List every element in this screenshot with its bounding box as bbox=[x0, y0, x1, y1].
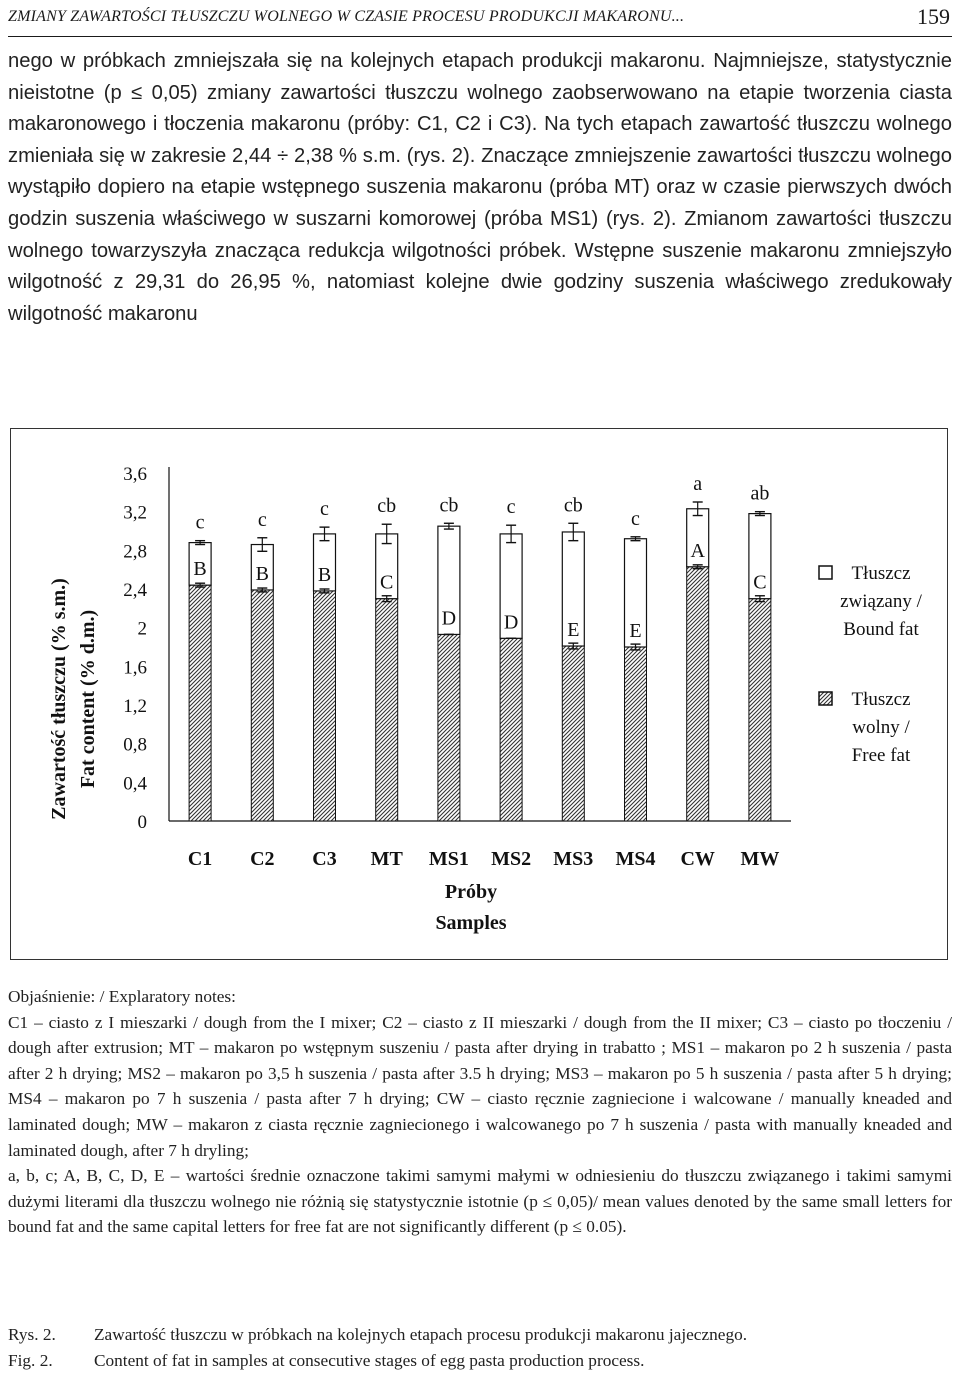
bound-fat-letter: cb bbox=[377, 495, 397, 518]
caption-text-pl: Zawartość tłuszczu w próbkach na kolejnych etapach procesu produkcji makaronu jajecznego. bbox=[94, 1325, 748, 1344]
free-fat-letter: D bbox=[503, 611, 519, 634]
x-tick-label: MS3 bbox=[553, 848, 594, 870]
free-fat-letter: B bbox=[193, 558, 207, 581]
y-tick-label: 2,8 bbox=[123, 541, 147, 563]
y-tick-label: 3,2 bbox=[123, 502, 147, 524]
bar-free-fat bbox=[749, 599, 771, 821]
legend-label-bound-fat-2: związany / bbox=[840, 591, 922, 612]
y-tick-label: 0,4 bbox=[123, 773, 147, 795]
x-tick-label: C1 bbox=[187, 848, 213, 870]
bar-free-fat bbox=[189, 585, 211, 821]
notes-heading: Objaśnienie: / Explaratory notes: bbox=[8, 987, 236, 1006]
legend bbox=[819, 563, 923, 766]
x-axis-title-line1: Próby bbox=[444, 881, 498, 903]
y-tick-label: 2,4 bbox=[123, 580, 147, 601]
free-fat-letter: E bbox=[629, 620, 642, 642]
free-fat-letter: C bbox=[380, 571, 394, 594]
x-axis-title bbox=[435, 881, 506, 934]
body-paragraph: nego w próbkach zmniejszała się na kolejnych etapach produkcji makaronu. Najmniejsze, statystycznie nieistotne (p ≤ 0,05) zmiany zawartości tłuszczu wolnego zaobserwowano na etapie tworzenia ciasta makaronowego i tłoczenia makaronu (próby: C1, C2 i C3). Na tych etapach zawartość tłuszczu wolnego zmieniała się w zakresie 2,44 ÷ 2,38 % s.m. (rys. 2). Znaczące zmniejszenie zawartości tłuszczu wolnego wystąpiło dopiero na etapie wstępnego suszenia makaronu (próba MT) oraz w czasie pierwszych dwóch godzin suszenia właściwego w suszarni komorowej (próba MS1) (rys. 2). Zmianom zawartości tłuszczu wolnego towarzyszyła znacząca redukcja wilgotności próbek. Wstępne suszenie makaronu zmniejszyło wilgotność z 29,31 do 26,95 %, natomiast kolejne dwie godziny suszenia właściwego zredukowały wilgotność makaronu bbox=[8, 50, 952, 325]
caption-label-pl: Rys. 2. bbox=[8, 1325, 56, 1344]
bound-fat-letter: cb bbox=[563, 494, 583, 517]
bound-fat-letter: c bbox=[320, 498, 329, 521]
y-tick-label: 1,6 bbox=[123, 657, 147, 679]
legend-label-free-fat-3: Free fat bbox=[851, 745, 911, 766]
bound-fat-letter: a bbox=[693, 473, 703, 495]
bar-free-fat bbox=[562, 646, 584, 821]
y-axis-title-line1: Zawartość tłuszczu (% s.m.) bbox=[48, 578, 70, 820]
y-tick-label: 3,6 bbox=[123, 464, 147, 485]
bar-free-fat bbox=[687, 567, 709, 821]
legend-swatch-bound-fat bbox=[819, 566, 832, 579]
x-tick-label: MS4 bbox=[615, 848, 656, 870]
x-tick-label: C3 bbox=[312, 848, 337, 870]
notes-letters: a, b, c; A, B, C, D, E – wartości średnie oznaczone takimi samymi małymi w odniesieniu do tłuszczu związanego i takimi samymi dużymi literami dla tłuszczu wolnego nie różnią się statystycznie istotnie (p ≤ 0,05)/ mean values denoted by the same small letters for bound fat and the same capital letters for free fat are not significantly different (p ≤ 0.05). bbox=[8, 1166, 952, 1237]
x-axis-title-line2: Samples bbox=[435, 912, 507, 934]
y-tick-label: 0 bbox=[137, 812, 147, 833]
bar-free-fat bbox=[376, 599, 398, 821]
figure-captions bbox=[8, 1322, 952, 1373]
x-tick-label: MS1 bbox=[428, 848, 469, 870]
bound-fat-letter: cb bbox=[439, 494, 459, 517]
running-header bbox=[8, 6, 952, 37]
legend-label-free-fat-2: wolny / bbox=[852, 717, 910, 738]
bound-fat-letter: c bbox=[195, 511, 205, 534]
body-text bbox=[8, 46, 952, 330]
bound-fat-letter: ab bbox=[750, 482, 770, 505]
y-axis-title-line2: Fat content (% d.m.) bbox=[77, 609, 99, 789]
x-tick-label: MW bbox=[740, 848, 780, 870]
free-fat-letter: C bbox=[753, 571, 767, 594]
y-tick-label: 2 bbox=[137, 618, 147, 640]
bar-free-fat bbox=[625, 647, 647, 821]
bound-fat-letter: c bbox=[631, 507, 640, 530]
caption-pl bbox=[8, 1322, 952, 1348]
notes-abbreviations: C1 – ciasto z I mieszarki / dough from the I mixer; C2 – ciasto z II mieszarki / dough from the II mixer; C3 – ciasto po tłoczeniu / dough after extrusion; MT – makaron po wstępnym suszeniu / pasta after drying in trabatto ; MS1 – makaron po 2 h suszenia / pasta after 2 h drying; MS2 – makaron po 3,5 h suszenia / pasta after 3.5 h drying; MS3 – makaron po 5 h suszenia / pasta after 5 h drying; MS4 – makaron po 7 h suszenia / pasta after 7 h drying; CW – ciasto ręcznie zagniecione i walcowane / manually kneaded and laminated dough; MW – makaron z ciasta ręcznie zagniecionego i walcowanego po 7 h suszenia / pasta with manually kneaded and laminated dough, after 7 h dryling; bbox=[8, 1012, 952, 1160]
x-tick-label: MT bbox=[370, 848, 403, 870]
x-tick-labels bbox=[188, 848, 779, 870]
caption-en bbox=[8, 1348, 952, 1374]
bars bbox=[189, 473, 771, 821]
legend-label-free-fat-1: Tłuszcz bbox=[851, 689, 911, 710]
y-tick-labels bbox=[123, 464, 147, 833]
free-fat-letter: E bbox=[567, 619, 580, 642]
bound-fat-letter: c bbox=[257, 508, 267, 531]
legend-label-bound-fat-1: Tłuszcz bbox=[851, 563, 911, 584]
bar-free-fat bbox=[251, 590, 273, 821]
x-tick-label: C2 bbox=[250, 848, 275, 870]
free-fat-letter: A bbox=[690, 539, 705, 562]
y-tick-label: 0,8 bbox=[123, 734, 147, 756]
caption-label-en: Fig. 2. bbox=[8, 1350, 53, 1370]
explanatory-notes bbox=[8, 984, 952, 1240]
free-fat-letter: B bbox=[317, 563, 332, 586]
bar-free-fat bbox=[314, 591, 336, 821]
free-fat-letter: B bbox=[255, 562, 269, 585]
stacked-bar-chart bbox=[11, 429, 947, 959]
x-tick-label: MS2 bbox=[491, 848, 532, 870]
y-tick-label: 1,2 bbox=[123, 696, 147, 717]
caption-text-en: Content of fat in samples at consecutive stages of egg pasta production process. bbox=[94, 1350, 645, 1370]
y-axis-title bbox=[48, 578, 99, 820]
x-tick-label: CW bbox=[680, 848, 715, 870]
legend-label-bound-fat-3: Bound fat bbox=[843, 619, 919, 640]
legend-swatch-free-fat bbox=[819, 692, 832, 705]
figure-frame bbox=[10, 428, 948, 960]
page-number: 159 bbox=[917, 4, 950, 29]
bar-free-fat bbox=[500, 638, 522, 821]
free-fat-letter: D bbox=[441, 607, 457, 630]
bound-fat-letter: c bbox=[506, 496, 516, 519]
running-title: ZMIANY ZAWARTOŚCI TŁUSZCZU WOLNEGO W CZASIE PROCESU PRODUKCJI MAKARONU... bbox=[8, 8, 685, 25]
bar-free-fat bbox=[438, 634, 460, 821]
